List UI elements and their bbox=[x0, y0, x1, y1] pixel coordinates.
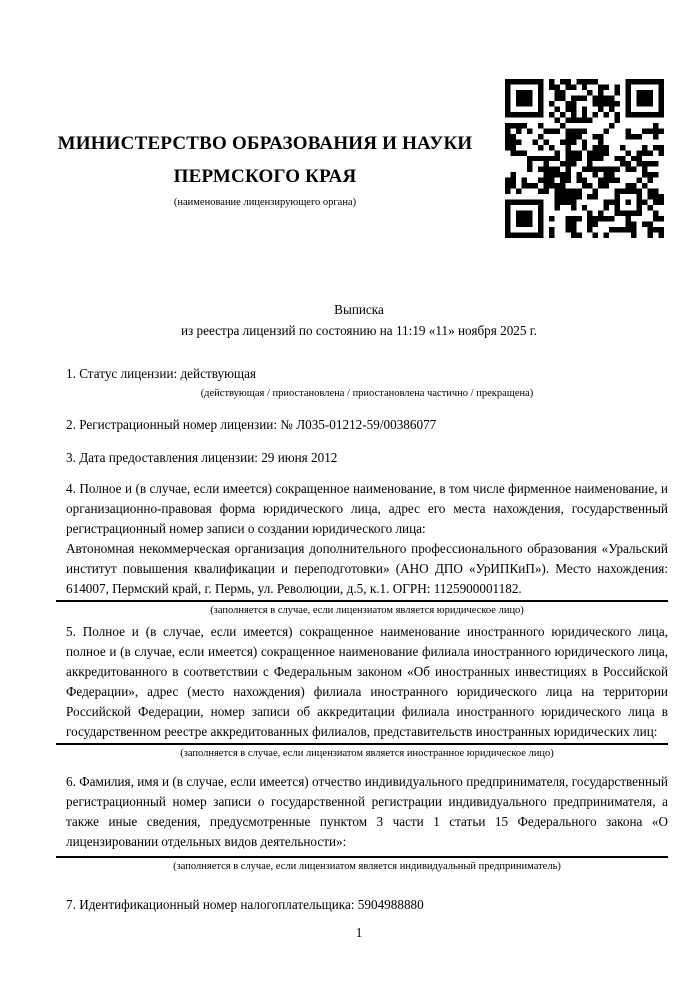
title-line2: из реестра лицензий по состоянию на 11:19 «11» ноября 2025 г. bbox=[180, 323, 538, 338]
individual-entrepreneur-note: (заполняется в случае, если лицензиатом является индивидуальный предприниматель) bbox=[173, 861, 561, 872]
authority-caption: (наименование лицензирующего органа) bbox=[173, 197, 357, 208]
document-title bbox=[49, 299, 669, 341]
legal-entity-value: Автономная некоммерческая организация дополнительного профессионального образования «Уральский институт повышения квалификации и переподготовки» (АНО ДПО «УрИПКиП»). Место нахождения: 614007, Пермский край, г. Пермь, ул. Революции, д.5, к.1. ОГРН: 1125900001182. bbox=[66, 541, 668, 596]
grant-date-text: 3. Дата предоставления лицензии: 29 июня 2012 bbox=[66, 450, 338, 465]
item-legal-entity bbox=[66, 479, 668, 599]
legal-entity-note: (заполняется в случае, если лицензиатом является юридическое лицо) bbox=[210, 605, 524, 616]
license-status-text: 1. Статус лицензии: действующая bbox=[66, 366, 257, 381]
qr-code-icon bbox=[505, 79, 664, 238]
licensing-authority-header bbox=[48, 127, 482, 210]
page-number: 1 bbox=[355, 925, 363, 940]
ministry-name-line2: ПЕРМСКОГО КРАЯ bbox=[173, 166, 357, 187]
foreign-entity-text: 5. Полное и (в случае, если имеется) сокращенное наименование иностранного юридического лица, полное и (в случае, если имеется) сокращенное наименование филиала иностранного юридического лица, аккредитованного в соответствии с Федеральным законом «Об иностранных инвестициях в Российской Федерации», адрес (место нахождения) филиала иностранного юридического лица на территории Российской Федерации, номер записи об аккредитации филиала иностранного юридического лица в государственном реестре аккредитованных филиалов, представительств иностранных юридических лиц: bbox=[66, 624, 668, 739]
taxpayer-number-text: 7. Идентификационный номер налогоплательщика: 5904988880 bbox=[66, 897, 424, 912]
item-registration-number bbox=[66, 415, 668, 435]
item-grant-date bbox=[66, 448, 668, 468]
item-foreign-entity bbox=[66, 622, 668, 742]
legal-entity-divider bbox=[56, 600, 668, 602]
title-line1: Выписка bbox=[334, 302, 384, 317]
license-status-note: (действующая / приостановлена / приостановлена частично / прекращена) bbox=[200, 388, 534, 399]
foreign-entity-note: (заполняется в случае, если лицензиатом является иностранное юридическое лицо) bbox=[180, 748, 554, 759]
item-taxpayer-number bbox=[66, 895, 668, 915]
item-license-status bbox=[66, 364, 668, 384]
individual-entrepreneur-text: 6. Фамилия, имя и (в случае, если имеется) отчество индивидуального предпринимателя, государственный регистрационный номер записи о государственной регистрации индивидуального предпринимателя, а также иные сведения, предусмотренные пунктом 3 части 1 статьи 15 Федерального закона «О лицензировании отдельных видов деятельности»: bbox=[66, 774, 668, 849]
ministry-name-line1: МИНИСТЕРСТВО ОБРАЗОВАНИЯ И НАУКИ bbox=[57, 133, 473, 154]
foreign-entity-divider bbox=[56, 743, 668, 745]
item-individual-entrepreneur bbox=[66, 772, 668, 852]
legal-entity-label: 4. Полное и (в случае, если имеется) сокращенное наименование, в том числе фирменное наименование, и организационно-правовая форма юридического лица, адрес его места нахождения, государственный регистрационный номер записи о создании юридического лица: bbox=[66, 481, 668, 536]
individual-entrepreneur-divider bbox=[56, 856, 668, 858]
registration-number-text: 2. Регистрационный номер лицензии: № Л035-01212-59/00386077 bbox=[66, 417, 437, 432]
